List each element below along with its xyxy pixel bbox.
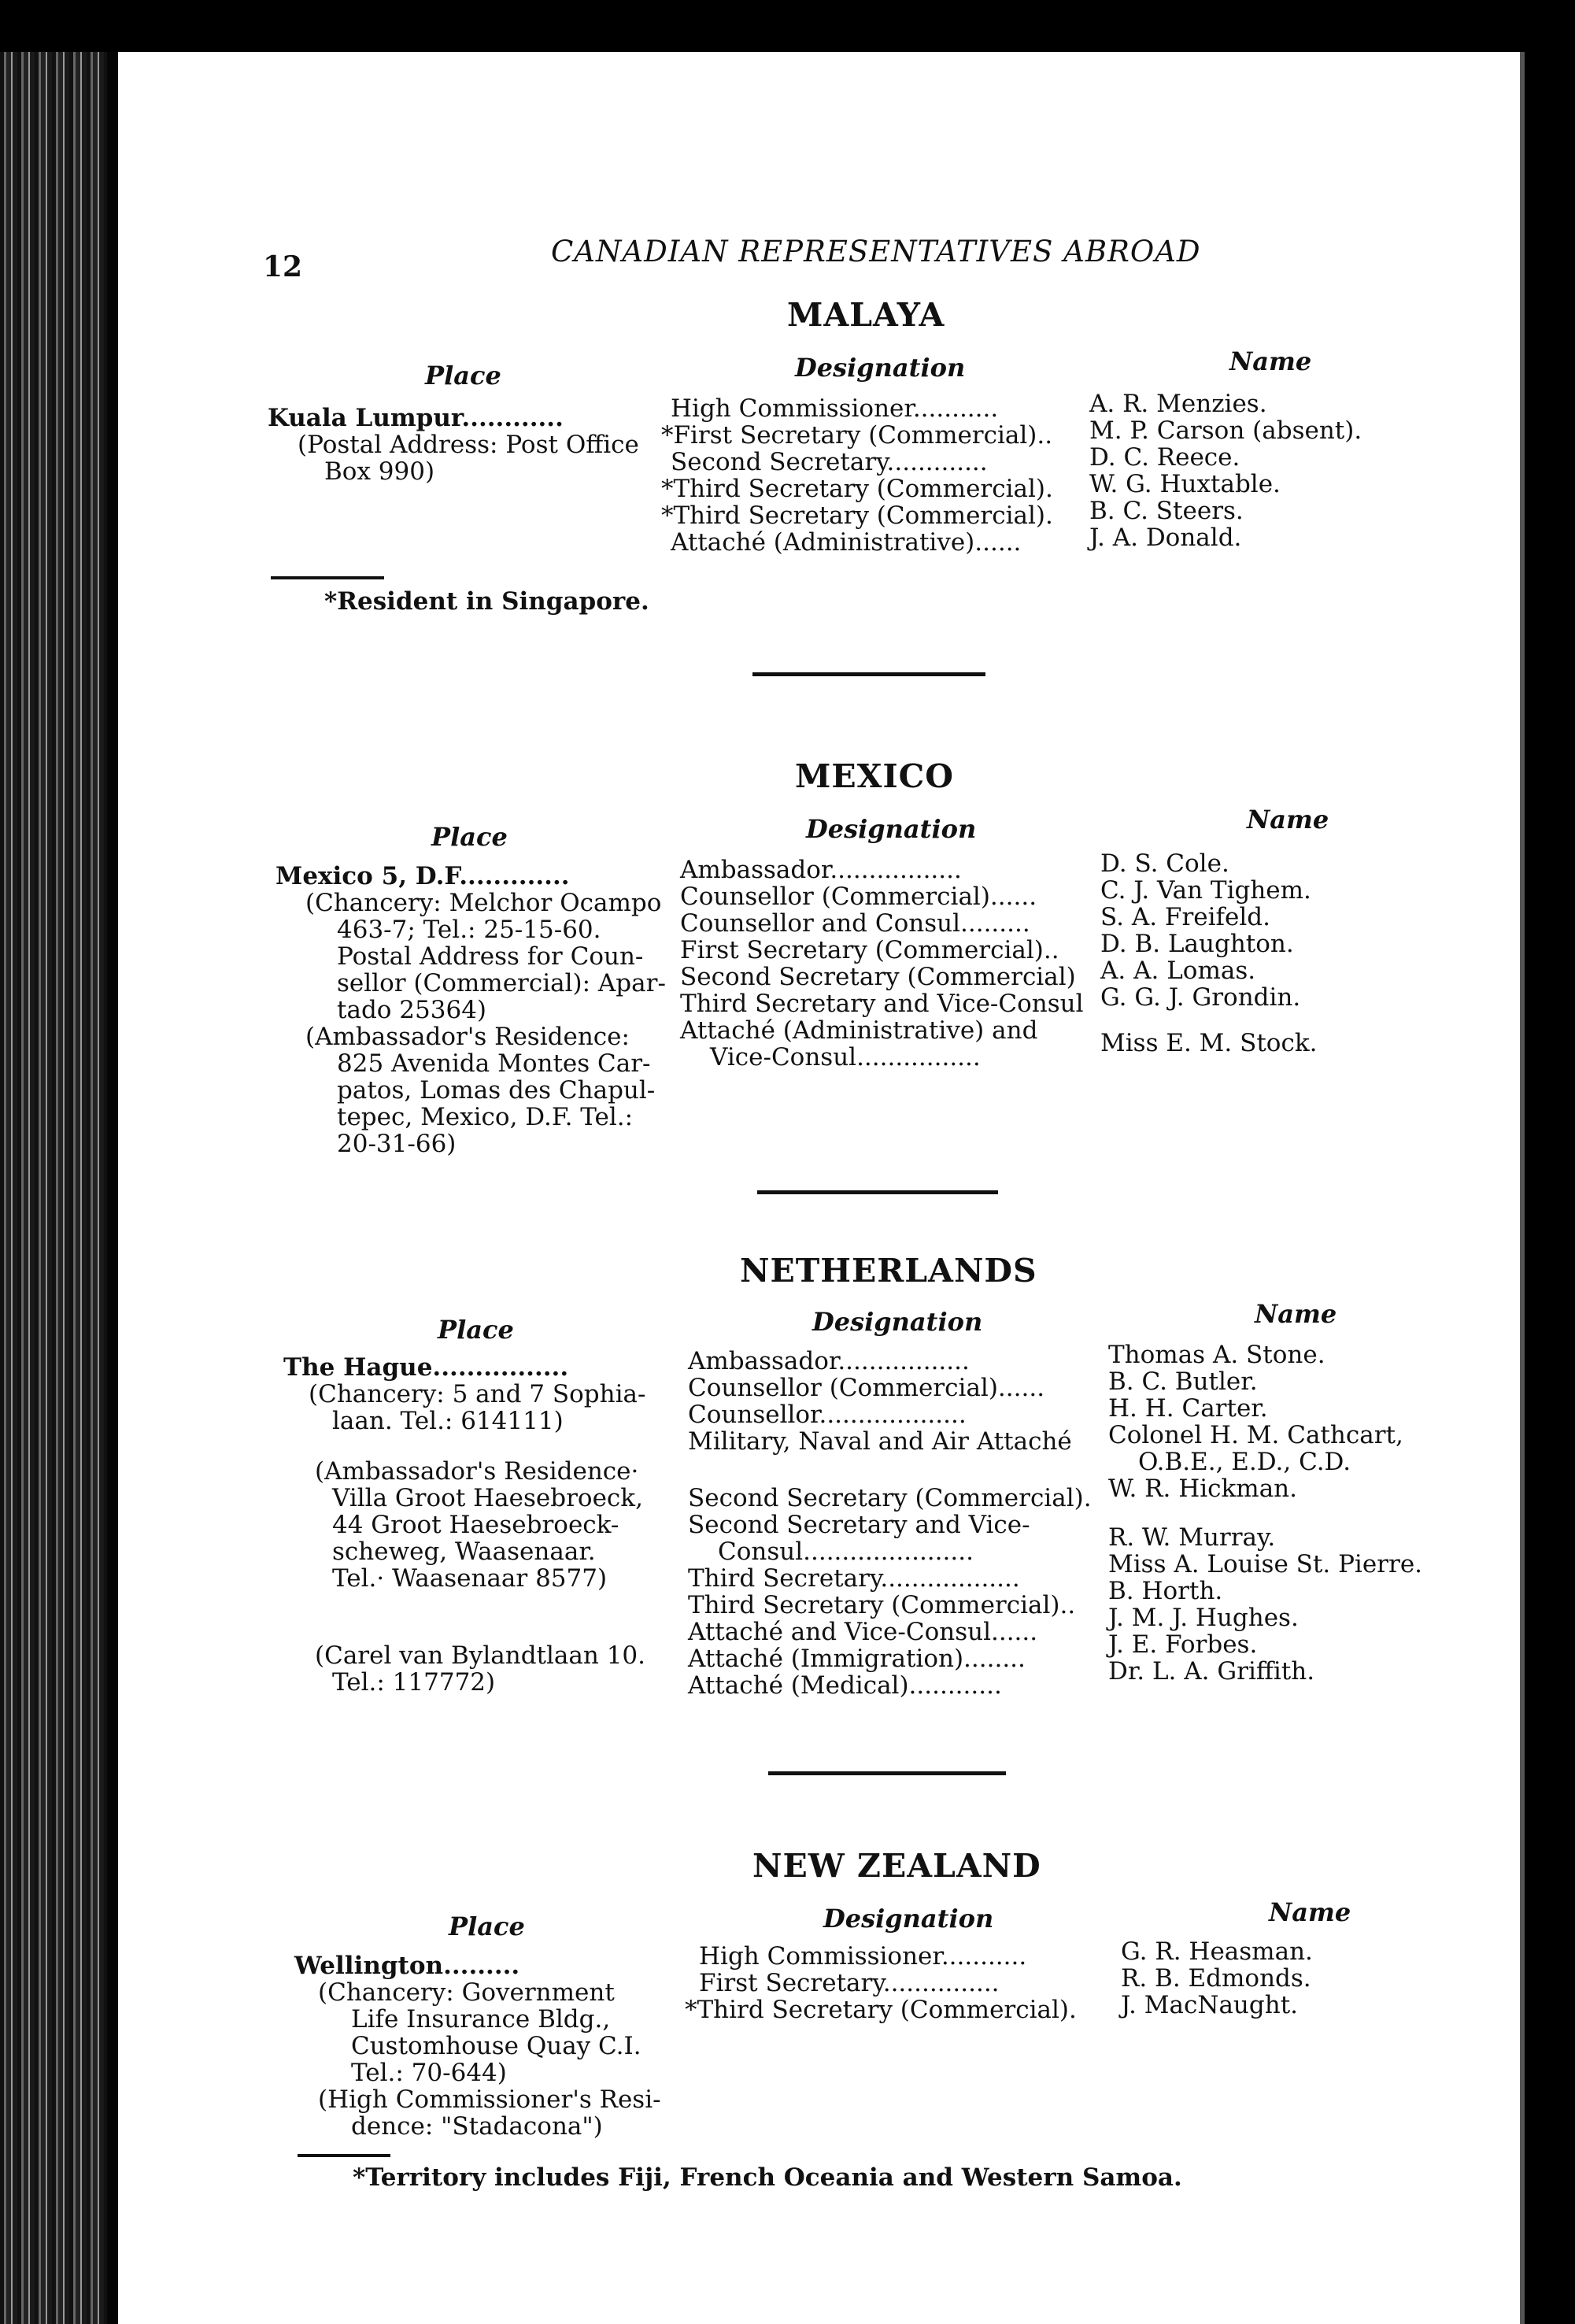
place-address-line: (Ambassador's Residence: — [305, 1023, 630, 1051]
place-address-line: patos, Lomas des Chapul- — [337, 1076, 656, 1105]
designation-item: Attaché (Immigration)........ — [688, 1645, 1026, 1673]
footnote: *Resident in Singapore. — [324, 587, 649, 616]
designation-item: Counsellor and Consul......... — [680, 909, 1030, 938]
place-address-line: Villa Groot Haesebroeck, — [332, 1484, 643, 1512]
name-item: Colonel H. M. Cathcart, — [1108, 1421, 1403, 1449]
place-name: Wellington......... — [294, 1952, 520, 1980]
designation-item: First Secretary (Commercial).. — [680, 936, 1059, 964]
section-divider — [752, 672, 985, 676]
footnote: *Territory includes Fiji, French Oceania and Western Samoa. — [353, 2163, 1182, 2192]
column-header-name: Name — [1229, 346, 1312, 376]
place-address-line: Box 990) — [324, 457, 435, 486]
designation-spacer — [688, 1455, 1092, 1485]
column-header-designation: Designation — [806, 814, 977, 844]
name-item: J. E. Forbes. — [1108, 1630, 1258, 1659]
name-spacer — [1100, 1011, 1317, 1030]
column-header-place: Place — [431, 822, 508, 852]
designation-item: *First Secretary (Commercial).. — [661, 421, 1053, 450]
name-item: B. C. Steers. — [1089, 497, 1244, 525]
place-address-line: 44 Groot Haesebroeck- — [332, 1511, 619, 1539]
place-address-line: Tel.: 117772) — [332, 1668, 496, 1697]
name-item: B. C. Butler. — [1108, 1367, 1258, 1396]
column-header-designation: Designation — [823, 1904, 994, 1934]
designation-item: Third Secretary (Commercial).. — [688, 1591, 1076, 1619]
place-address-line: (Ambassador's Residence· — [315, 1457, 639, 1486]
name-item: Dr. L. A. Griffith. — [1108, 1657, 1315, 1686]
place-address-line: Tel.· Waasenaar 8577) — [332, 1564, 608, 1593]
scan-top-border — [0, 0, 1575, 52]
place-address-line: 463-7; Tel.: 25-15-60. — [337, 916, 601, 944]
name-item: W. R. Hickman. — [1108, 1475, 1297, 1503]
place-address-line: (Chancery: 5 and 7 Sophia- — [309, 1380, 646, 1408]
column-header-place: Place — [438, 1315, 514, 1345]
page-number: 12 — [263, 250, 303, 283]
name-item: Thomas A. Stone. — [1108, 1341, 1325, 1369]
designation-item: Military, Naval and Air Attaché — [688, 1427, 1072, 1456]
designation-item: High Commissioner........... — [699, 1942, 1027, 1971]
name-item: J. A. Donald. — [1089, 524, 1242, 552]
name-item: D. C. Reece. — [1089, 443, 1240, 472]
country-heading: NETHERLANDS — [740, 1252, 1037, 1290]
column-header-designation: Designation — [812, 1307, 983, 1337]
designation-list — [661, 395, 1053, 556]
designation-item: Second Secretary............. — [671, 448, 988, 476]
name-item: R. W. Murray. — [1108, 1523, 1276, 1552]
name-item: M. P. Carson (absent). — [1089, 416, 1362, 445]
place-address-line: (Carel van Bylandtlaan 10. — [315, 1641, 645, 1670]
name-item: A. A. Lomas. — [1100, 957, 1256, 985]
place-address-line: Life Insurance Bldg., — [351, 2005, 611, 2034]
designation-item: *Third Secretary (Commercial). — [661, 501, 1053, 530]
place-entry — [294, 1952, 688, 2140]
column-header-place: Place — [449, 1911, 525, 1941]
column-header-name: Name — [1269, 1897, 1351, 1927]
designation-item: Ambassador................. — [680, 856, 962, 884]
place-name: Mexico 5, D.F............. — [275, 862, 570, 890]
designation-item: Third Secretary.................. — [688, 1564, 1020, 1593]
column-header-place: Place — [425, 361, 501, 390]
name-item: D. B. Laughton. — [1100, 930, 1294, 958]
running-head: CANADIAN REPRESENTATIVES ABROAD — [551, 235, 1201, 268]
designation-item: Third Secretary and Vice-Consul — [680, 990, 1084, 1018]
place-entry — [275, 863, 669, 1157]
designation-item: Counsellor (Commercial)...... — [688, 1374, 1045, 1402]
place-address-line: scheweg, Waasenaar. — [332, 1538, 596, 1566]
designation-item: Second Secretary and Vice- — [688, 1511, 1030, 1539]
country-heading: MALAYA — [787, 296, 945, 334]
designation-list — [685, 1943, 1077, 2023]
place-name: Kuala Lumpur............ — [268, 404, 564, 432]
column-header-name: Name — [1247, 805, 1329, 834]
name-item: D. S. Cole. — [1100, 849, 1229, 878]
name-item: A. R. Menzies. — [1089, 390, 1267, 418]
designation-item: Attaché (Administrative) and — [680, 1016, 1038, 1045]
place-address-line: (Chancery: Government — [318, 1978, 615, 2007]
name-list — [1100, 850, 1317, 1057]
name-item: C. J. Van Tighem. — [1100, 876, 1311, 905]
column-header-name: Name — [1255, 1299, 1337, 1329]
place-address-line: sellor (Commercial): Apar- — [337, 969, 666, 997]
column-header-designation: Designation — [795, 353, 966, 383]
footnote-rule — [298, 2154, 390, 2157]
name-item: O.B.E., E.D., C.D. — [1138, 1448, 1351, 1476]
name-list — [1089, 390, 1362, 551]
designation-item: Attaché (Administrative)...... — [671, 528, 1022, 557]
footnote-rule — [271, 576, 384, 579]
place-address-line: 20-31-66) — [337, 1130, 457, 1158]
place-address-line: 825 Avenida Montes Car- — [337, 1049, 651, 1078]
country-heading: MEXICO — [795, 757, 954, 795]
place-address-line: laan. Tel.: 614111) — [332, 1407, 564, 1435]
designation-item: Counsellor................... — [688, 1401, 967, 1429]
section-divider — [757, 1190, 998, 1194]
place-address-line: Tel.: 70-644) — [351, 2059, 507, 2087]
place-address-line: Postal Address for Coun- — [337, 942, 644, 971]
name-list — [1121, 1938, 1313, 2019]
place-entry — [283, 1354, 677, 1696]
place-address-line: Customhouse Quay C.I. — [351, 2032, 641, 2060]
place-name: The Hague................ — [283, 1353, 569, 1382]
designation-item: Ambassador................. — [688, 1347, 970, 1375]
country-heading: NEW ZEALAND — [752, 1847, 1041, 1885]
designation-item: Attaché and Vice-Consul...... — [688, 1618, 1038, 1646]
name-item: G. R. Heasman. — [1121, 1937, 1313, 1966]
designation-item: Second Secretary (Commercial) — [680, 963, 1076, 991]
place-address-line: dence: "Stadacona") — [351, 2112, 603, 2141]
place-address-line: tado 25364) — [337, 996, 487, 1024]
designation-item: *Third Secretary (Commercial). — [685, 1996, 1077, 2024]
name-item: Miss E. M. Stock. — [1100, 1029, 1318, 1057]
scan-right-border — [1520, 52, 1575, 2324]
name-item: S. A. Freifeld. — [1100, 903, 1270, 931]
designation-item: Second Secretary (Commercial). — [688, 1484, 1092, 1512]
place-address-line: (High Commissioner's Resi- — [318, 2085, 661, 2114]
designation-item: Consul...................... — [718, 1538, 974, 1566]
name-list — [1108, 1341, 1422, 1685]
section-divider — [768, 1771, 1006, 1775]
designation-item: High Commissioner........... — [671, 394, 999, 423]
name-item: G. G. J. Grondin. — [1100, 983, 1301, 1012]
name-item: Miss A. Louise St. Pierre. — [1108, 1550, 1423, 1578]
designation-list — [680, 857, 1084, 1071]
name-spacer — [1108, 1502, 1422, 1524]
designation-item: Attaché (Medical)............ — [688, 1671, 1002, 1700]
designation-list — [688, 1348, 1092, 1699]
designation-item: *Third Secretary (Commercial). — [661, 475, 1053, 503]
name-item: H. H. Carter. — [1108, 1394, 1268, 1423]
name-item: R. B. Edmonds. — [1121, 1964, 1311, 1993]
name-item: J. M. J. Hughes. — [1108, 1604, 1299, 1632]
place-address-line: (Chancery: Melchor Ocampo — [305, 889, 662, 917]
name-item: J. MacNaught. — [1121, 1991, 1299, 2019]
scan-binding-edge — [0, 52, 118, 2324]
designation-item: First Secretary............... — [699, 1969, 1000, 1997]
place-address-line: (Postal Address: Post Office — [298, 431, 639, 459]
name-item: B. Horth. — [1108, 1577, 1223, 1605]
place-entry — [268, 405, 645, 485]
designation-item: Counsellor (Commercial)...... — [680, 883, 1037, 911]
name-item: W. G. Huxtable. — [1089, 470, 1281, 498]
designation-item: Vice-Consul................ — [710, 1043, 981, 1071]
place-address-line: tepec, Mexico, D.F. Tel.: — [337, 1103, 634, 1131]
